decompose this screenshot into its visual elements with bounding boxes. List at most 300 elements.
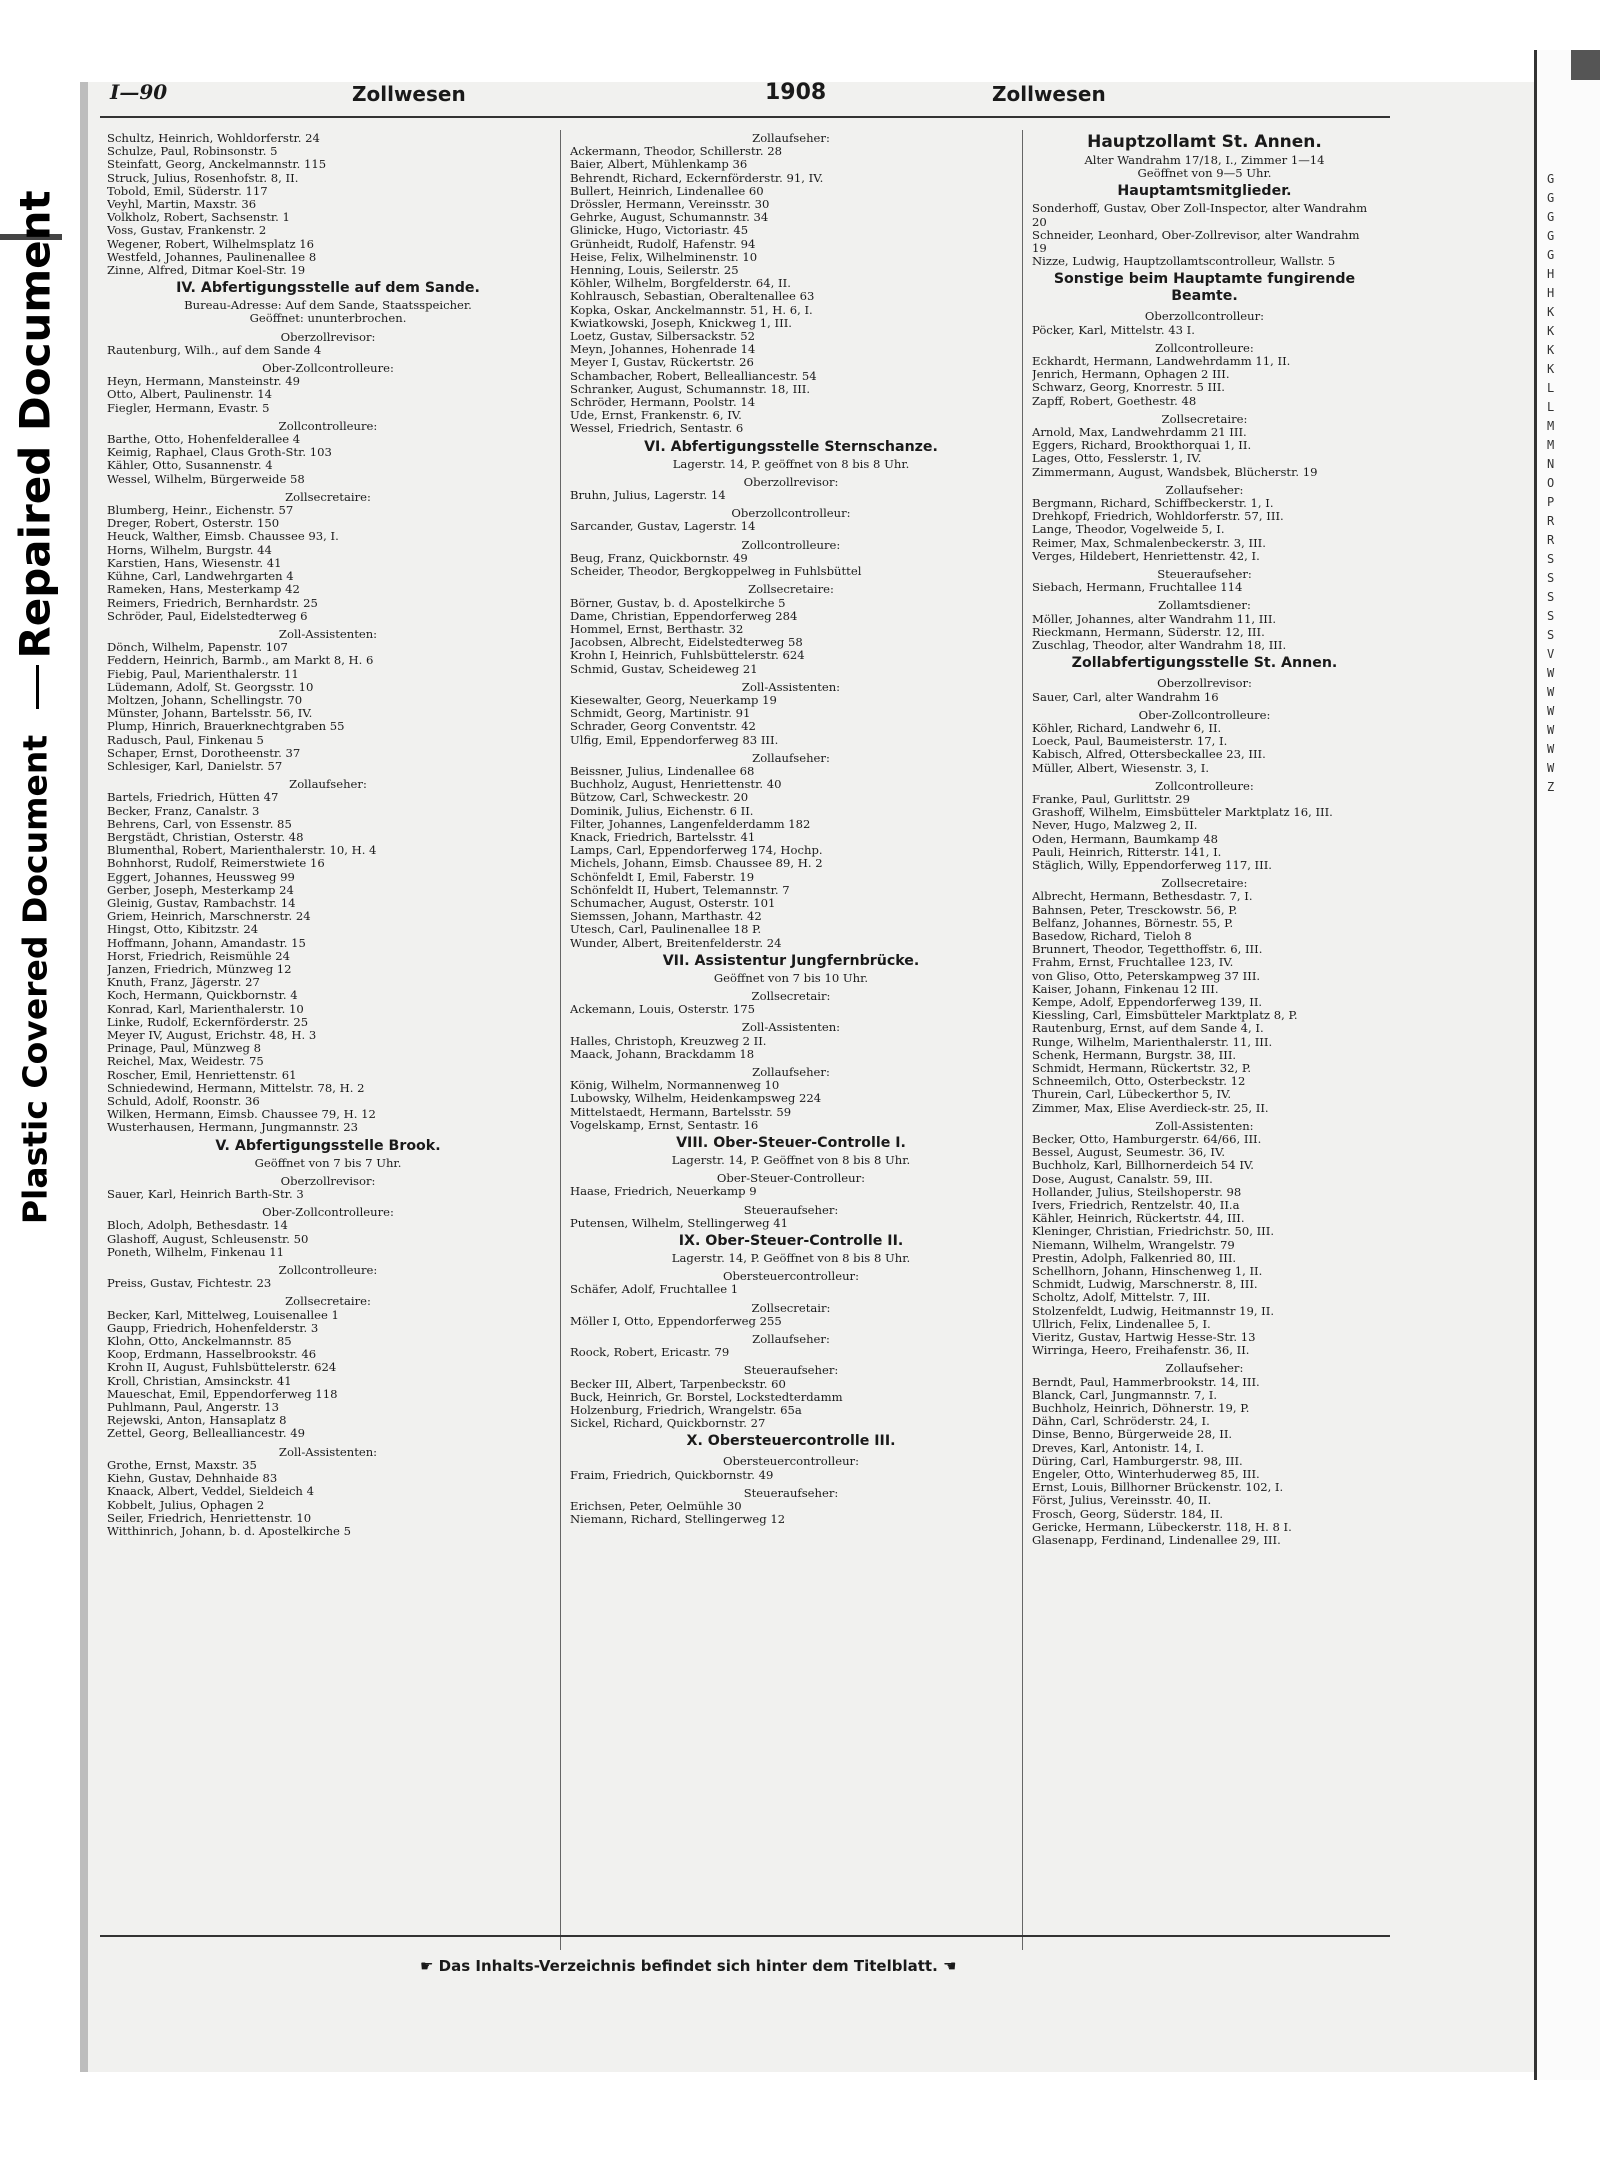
list-item: Niemann, Wilhelm, Wrangelstr. 79 (1032, 1238, 1235, 1252)
list-item: Seiler, Friedrich, Henriettenstr. 10 (107, 1511, 312, 1525)
list-item: Rautenburg, Wilh., auf dem Sande 4 (107, 343, 322, 357)
list-item: Engeler, Otto, Winterhuderweg 85, III. (1032, 1468, 1260, 1482)
list-item: Ernst, Louis, Billhorner Brückenstr. 102, I. (1032, 1481, 1284, 1495)
category-heading: Ober-Zollcontrolleure: (1138, 707, 1271, 722)
list-item: Knaack, Albert, Veddel, Sieldeich 4 (107, 1485, 314, 1499)
list-item: Arnold, Max, Landwehrdamm 21 III. (1032, 426, 1247, 440)
list-item: Bessel, August, Seumestr. 36, IV. (1032, 1146, 1226, 1160)
list-item: Bützow, Carl, Schweckestr. 20 (570, 791, 749, 805)
entry-list (570, 1346, 1012, 1359)
strip-letter: G (1547, 191, 1555, 205)
category-heading: Zoll-Assistenten: (278, 1444, 378, 1459)
category-heading: Zollsecretaire: (285, 1294, 371, 1309)
list-item: Wilken, Hermann, Eimsb. Chaussee 79, H. 12 (107, 1108, 376, 1122)
entry-list (1032, 691, 1377, 704)
list-item: Lubowsky, Wilhelm, Heidenkampsweg 224 (570, 1092, 822, 1106)
list-item: Kobbelt, Julius, Ophagen 2 (107, 1498, 265, 1512)
list-item: Loetz, Gustav, Silbersackstr. 52 (570, 330, 756, 344)
section-hours: Geöffnet: ununterbrochen. (249, 311, 407, 326)
list-item: Ivers, Friedrich, Rentzelstr. 40, II.a (1032, 1199, 1240, 1213)
category-heading: Oberzollrevisor: (280, 1173, 376, 1188)
section-hours: Lagerstr. 14, P. geöffnet von 8 bis 8 Uhr. (672, 456, 910, 471)
list-item: Kohlrausch, Sebastian, Oberaltenallee 63 (570, 290, 815, 304)
list-item: Kaiser, Johann, Finkenau 12 III. (1032, 982, 1219, 996)
list-item: Voss, Gustav, Frankenstr. 2 (107, 224, 267, 238)
list-item: Gehrke, August, Schumannstr. 34 (570, 211, 769, 225)
category-heading: Steueraufseher: (743, 1485, 839, 1500)
entry-list (1032, 324, 1377, 337)
list-item: Kleninger, Christian, Friedrichstr. 50, III. (1032, 1225, 1275, 1239)
strip-letter: W (1547, 723, 1555, 737)
category-heading: Oberzollrevisor: (280, 329, 376, 344)
list-item: Thurein, Carl, Lübeckerthor 5, IV. (1032, 1088, 1232, 1102)
strip-letter: S (1547, 571, 1555, 585)
strip-letter: W (1547, 685, 1555, 699)
list-item: Sauer, Carl, alter Wandrahm 16 (1032, 690, 1219, 704)
strip-letter: L (1547, 400, 1555, 414)
strip-letter: L (1547, 381, 1555, 395)
list-item: Scholtz, Adolf, Mittelstr. 7, III. (1032, 1291, 1211, 1305)
list-item: Bloch, Adolph, Bethesdastr. 14 (107, 1219, 288, 1233)
list-item: Grünheidt, Rudolf, Hafenstr. 94 (570, 237, 756, 251)
category-heading: Zollaufseher: (752, 750, 830, 765)
list-item: Schulze, Paul, Robinsonstr. 5 (107, 145, 278, 159)
list-item: Niemann, Richard, Stellingerweg 12 (570, 1513, 786, 1527)
list-item: Veyhl, Martin, Maxstr. 36 (107, 198, 257, 212)
list-item: Dönch, Wilhelm, Papenstr. 107 (107, 641, 288, 655)
list-item: Roscher, Emil, Henriettenstr. 61 (107, 1068, 297, 1082)
entry-list (570, 145, 1012, 435)
list-item: Zinne, Alfred, Ditmar Koel-Str. 19 (107, 264, 306, 278)
entry-list (570, 1378, 1012, 1431)
strip-letter: G (1547, 248, 1555, 262)
plastic-covered-label: Plastic Covered Document (15, 734, 55, 1225)
list-item: Roock, Robert, Ericastr. 79 (570, 1346, 730, 1360)
list-item: Frahm, Ernst, Fruchtallee 123, IV. (1032, 956, 1234, 970)
list-item: Grothe, Ernst, Maxstr. 35 (107, 1458, 257, 1472)
list-item: Never, Hugo, Malzweg 2, II. (1032, 819, 1198, 833)
section-address: Alter Wandrahm 17/18, I., Zimmer 1—14 (1084, 153, 1325, 167)
entry-list (570, 1315, 1012, 1328)
strip-letter: K (1547, 324, 1555, 338)
list-item: Steinfatt, Georg, Anckelmannstr. 115 (107, 158, 327, 172)
list-item: Hollander, Julius, Steilshoperstr. 98 (1032, 1185, 1242, 1199)
list-item: Dominik, Julius, Eichenstr. 6 II. (570, 804, 754, 818)
list-item: Franke, Paul, Gurlittstr. 29 (1032, 792, 1190, 806)
category-heading: Oberzollcontrolleur: (731, 506, 851, 521)
list-item: Schneemilch, Otto, Osterbeckstr. 12 (1032, 1075, 1246, 1089)
strip-letter: W (1547, 742, 1555, 756)
list-item: Sonderhoff, Gustav, Ober Zoll-Inspector, alter Wandrahm 20 (1032, 202, 1368, 229)
list-item: Rejewski, Anton, Hansaplatz 8 (107, 1414, 287, 1428)
list-item: Behrens, Carl, von Essenstr. 85 (107, 817, 292, 831)
strip-letter: P (1547, 495, 1555, 509)
list-item: Schmidt, Hermann, Rückertstr. 32, P. (1032, 1061, 1252, 1075)
list-item: Schniedewind, Hermann, Mittelstr. 78, H. 2 (107, 1081, 365, 1095)
entry-list (1032, 1376, 1377, 1548)
list-item: Grashoff, Wilhelm, Eimsbütteler Marktplatz 16, III. (1032, 806, 1333, 820)
category-heading: Zollsecretaire: (748, 582, 834, 597)
column-divider (1022, 130, 1023, 1950)
list-item: Griem, Heinrich, Marschnerstr. 24 (107, 910, 311, 924)
header-right-title: Zollwesen (992, 82, 1106, 106)
category-heading: Zollaufseher: (289, 777, 367, 792)
list-item: Maack, Johann, Brackdamm 18 (570, 1047, 755, 1061)
entry-list (1032, 426, 1377, 479)
list-item: Börner, Gustav, b. d. Apostelkirche 5 (570, 596, 786, 610)
header-rule (100, 116, 1390, 118)
list-item: Putensen, Wilhelm, Stellingerweg 41 (570, 1216, 788, 1230)
strip-letters (1547, 170, 1554, 797)
list-item: Buchholz, Heinrich, Döhnerstr. 19, P. (1032, 1402, 1250, 1416)
list-item: Schmidt, Ludwig, Marschnerstr. 8, III. (1032, 1278, 1258, 1292)
list-item: Schenk, Hermann, Burgstr. 38, III. (1032, 1048, 1237, 1062)
entry-list (107, 344, 549, 357)
list-item: Krohn II, August, Fuhlsbüttelerstr. 624 (107, 1361, 337, 1375)
list-item: Moltzen, Johann, Schellingstr. 70 (107, 693, 303, 707)
category-heading: Zollaufseher: (1165, 482, 1244, 497)
list-item: Beug, Franz, Quickbornstr. 49 (570, 551, 748, 565)
list-item: Ackermann, Theodor, Schillerstr. 28 (570, 145, 783, 159)
list-item: Buchholz, Karl, Billhornerdeich 54 IV. (1032, 1159, 1254, 1173)
list-item: Kabisch, Alfred, Ottersbeckallee 23, III. (1032, 748, 1266, 762)
list-item: Bullert, Heinrich, Lindenallee 60 (570, 184, 764, 198)
list-item: Belfanz, Johannes, Börnestr. 55, P. (1032, 916, 1234, 930)
list-item: Haase, Friedrich, Neuerkamp 9 (570, 1185, 757, 1199)
list-item: Poneth, Wilhelm, Finkenau 11 (107, 1245, 285, 1259)
list-item: Ullrich, Felix, Lindenallee 5, I. (1032, 1317, 1211, 1331)
list-item: Baier, Albert, Mühlenkamp 36 (570, 158, 748, 172)
category-heading: Zollsecretaire: (1161, 876, 1248, 891)
entry-list (570, 1035, 1012, 1061)
category-heading: Obersteuercontrolleur: (723, 1269, 859, 1284)
section-hours: Geöffnet von 7 bis 10 Uhr. (713, 970, 869, 985)
strip-letter: S (1547, 590, 1555, 604)
list-item: Schwarz, Georg, Knorrestr. 5 III. (1032, 381, 1225, 395)
category-heading: Zollcontrolleure: (741, 537, 841, 552)
list-item: Maueschat, Emil, Eppendorferweg 118 (107, 1387, 338, 1401)
list-item: Loeck, Paul, Baumeisterstr. 17, I. (1032, 735, 1228, 749)
category-heading: Zollsecretaire: (285, 489, 371, 504)
entry-list (1032, 202, 1377, 268)
list-item: Barthe, Otto, Hohenfelderallee 4 (107, 433, 301, 447)
list-item: Lange, Theodor, Vogelweide 5, I. (1032, 523, 1225, 537)
repaired-document-label: Repaired Document (10, 190, 60, 659)
list-item: Siebach, Hermann, Fruchtallee 114 (1032, 581, 1243, 595)
list-item: Horst, Friedrich, Reismühle 24 (107, 949, 290, 963)
section-hours: Lagerstr. 14, P. Geöffnet von 8 bis 8 Uhr. (671, 1251, 911, 1266)
column-divider (560, 130, 561, 1950)
section-hours: Geöffnet von 7 bis 7 Uhr. (254, 1155, 402, 1170)
strip-letter: K (1547, 343, 1555, 357)
list-item: Kühne, Carl, Landwehrgarten 4 (107, 570, 294, 584)
list-item: Jacobsen, Albrecht, Eidelstedterweg 58 (570, 636, 803, 650)
list-item: Prestin, Adolph, Falkenried 80, III. (1032, 1251, 1237, 1265)
list-item: Kiesewalter, Georg, Neuerkamp 19 (570, 693, 777, 707)
list-item: Hingst, Otto, Kibitzstr. 24 (107, 923, 259, 937)
list-item: Heise, Felix, Wilhelminenstr. 10 (570, 250, 758, 264)
category-heading: Oberzollrevisor: (743, 474, 839, 489)
list-item: Karstien, Hans, Wiesenstr. 41 (107, 556, 282, 570)
list-item: Wessel, Wilhelm, Bürgerweide 58 (107, 472, 305, 486)
list-item: Filter, Johannes, Langenfelderdamm 182 (570, 817, 811, 831)
list-item: Gerber, Joseph, Mesterkamp 24 (107, 883, 294, 897)
list-item: Vieritz, Gustav, Hartwig Hesse-Str. 13 (1032, 1331, 1256, 1345)
list-item: Wirringa, Heero, Freihafenstr. 36, II. (1032, 1344, 1250, 1358)
list-item: Eckhardt, Hermann, Landwehrdamm 11, II. (1032, 355, 1291, 369)
list-item: Henning, Louis, Seilerstr. 25 (570, 264, 739, 278)
category-heading: Zollaufseher: (752, 1332, 830, 1347)
category-heading: Zollsecretair: (751, 1300, 831, 1315)
list-item: Mittelstaedt, Hermann, Bartelsstr. 59 (570, 1105, 792, 1119)
category-heading: Zollaufseher: (1165, 1361, 1244, 1376)
list-item: König, Wilhelm, Normannenweg 10 (570, 1079, 780, 1093)
list-item: Kähler, Otto, Susannenstr. 4 (107, 459, 273, 473)
strip-letter: S (1547, 609, 1555, 623)
list-item: Blumberg, Heinr., Eichenstr. 57 (107, 504, 294, 518)
entry-list (107, 641, 549, 773)
footer-note: ☛ Das Inhalts-Verzeichnis befindet sich hinter dem Titelblatt. ☚ (420, 1957, 957, 1975)
list-item: Dähn, Carl, Schröderstr. 24, I. (1032, 1415, 1210, 1429)
list-item: Schrader, Georg Conventstr. 42 (570, 720, 756, 734)
category-heading: Zollcontrolleure: (278, 418, 378, 433)
list-item: Fraim, Friedrich, Quickbornstr. 49 (570, 1468, 774, 1482)
strip-letter: K (1547, 305, 1555, 319)
list-item: Becker, Franz, Canalstr. 3 (107, 804, 260, 818)
strip-letter: W (1547, 666, 1555, 680)
list-item: Schmidt, Georg, Martinistr. 91 (570, 707, 751, 721)
list-item: Dinse, Benno, Bürgerweide 28, II. (1032, 1428, 1233, 1442)
section-hours: Geöffnet von 9—5 Uhr. (1137, 166, 1272, 181)
section-title: IV. Abfertigungsstelle auf dem Sande. (176, 280, 480, 297)
entry-list (570, 520, 1012, 533)
list-item: Lamps, Carl, Eppendorferweg 174, Hochp. (570, 844, 823, 858)
category-heading: Zoll-Assistenten: (278, 626, 378, 641)
column-2 (570, 132, 1012, 1526)
list-item: Bohnhorst, Rudolf, Reimerstwiete 16 (107, 857, 325, 871)
entry-list (570, 1003, 1012, 1016)
list-item: Zapff, Robert, Goethestr. 48 (1032, 394, 1197, 408)
strip-letter: R (1547, 533, 1555, 547)
list-item: Halles, Christoph, Kreuzweg 2 II. (570, 1034, 767, 1048)
entry-list (570, 1469, 1012, 1482)
list-item: Fiebig, Paul, Marienthalerstr. 11 (107, 667, 299, 681)
list-item: Drössler, Hermann, Vereinsstr. 30 (570, 198, 770, 212)
list-item: Glinicke, Hugo, Victoriastr. 45 (570, 224, 749, 238)
strip-letter: M (1547, 438, 1555, 452)
entry-list (107, 791, 549, 1134)
list-item: Schultz, Heinrich, Wohldorferstr. 24 (107, 132, 320, 145)
list-item: Knuth, Franz, Jägerstr. 27 (107, 976, 260, 990)
list-item: Düring, Carl, Hamburgerstr. 98, III. (1032, 1454, 1243, 1468)
category-heading: Ober-Zollcontrolleure: (262, 1205, 394, 1220)
column-3 (1032, 132, 1377, 1547)
list-item: Westfeld, Johannes, Paulinenallee 8 (107, 250, 317, 264)
list-item: Stäglich, Willy, Eppendorferweg 117, III. (1032, 858, 1272, 872)
list-item: Hoffmann, Johann, Amandastr. 15 (107, 936, 306, 950)
page-number: I—90 (110, 80, 168, 104)
list-item: Nizze, Ludwig, Hauptzollamtscontrolleur, Wallstr. 5 (1032, 255, 1336, 269)
list-item: Kiehn, Gustav, Dehnhaide 83 (107, 1472, 278, 1486)
entry-list (1032, 613, 1377, 653)
list-item: Blanck, Carl, Jungmannstr. 7, I. (1032, 1388, 1218, 1402)
list-item: Rautenburg, Ernst, auf dem Sande 4, I. (1032, 1022, 1264, 1036)
list-item: Knack, Friedrich, Bartelsstr. 41 (570, 830, 756, 844)
strip-letter: H (1547, 267, 1555, 281)
list-item: Schambacher, Robert, Bellealliancestr. 54 (570, 369, 817, 383)
entry-list (570, 694, 1012, 747)
strip-letter: G (1547, 210, 1555, 224)
list-item: Verges, Hildebert, Henriettenstr. 42, I. (1032, 549, 1260, 563)
list-item: Albrecht, Hermann, Bethesdastr. 7, I. (1032, 890, 1253, 904)
section-address: Bureau-Adresse: Auf dem Sande, Staatsspeicher. (184, 298, 472, 313)
category-heading: Zollsecretaire: (1161, 411, 1248, 426)
list-item: Kopka, Oskar, Anckelmannstr. 51, H. 6, I. (570, 303, 813, 317)
list-item: Bergmann, Richard, Schiffbeckerstr. 1, I. (1032, 497, 1274, 511)
entry-list (570, 1500, 1012, 1526)
list-item: Dame, Christian, Eppendorferweg 284 (570, 609, 798, 623)
strip-letter: S (1547, 552, 1555, 566)
list-item: Müller, Albert, Wiesenstr. 3, I. (1032, 761, 1210, 775)
list-item: Buchholz, August, Henriettenstr. 40 (570, 778, 782, 792)
list-item: Möller I, Otto, Eppendorferweg 255 (570, 1314, 782, 1328)
entry-list (570, 1217, 1012, 1230)
list-item: Dreger, Robert, Osterstr. 150 (107, 517, 280, 531)
category-heading: Zollaufseher: (752, 131, 830, 145)
list-item: Bahnsen, Peter, Tresckowstr. 56, P. (1032, 903, 1238, 917)
list-item: Runge, Wilhelm, Marienthalerstr. 11, III. (1032, 1035, 1273, 1049)
list-item: Reimer, Max, Schmalenbeckerstr. 3, III. (1032, 536, 1266, 550)
list-item: Glashoff, August, Schleusenstr. 50 (107, 1232, 309, 1246)
entry-list (107, 504, 549, 623)
list-item: Schröder, Paul, Eidelstedterweg 6 (107, 609, 308, 623)
section-title: Hauptamtsmitglieder. (1117, 183, 1292, 200)
category-heading: Ober-Steuer-Controlleur: (716, 1171, 866, 1186)
list-item: Kwiatkowski, Joseph, Knickweg 1, III. (570, 316, 792, 330)
category-heading: Zollcontrolleure: (1155, 340, 1254, 355)
list-item: Lüdemann, Adolf, St. Georgsstr. 10 (107, 680, 314, 694)
list-item: Dose, August, Canalstr. 59, III. (1032, 1172, 1213, 1186)
category-heading: Steueraufseher: (743, 1363, 839, 1378)
list-item: Först, Julius, Vereinsstr. 40, II. (1032, 1494, 1212, 1508)
section-title: VIII. Ober-Steuer-Controlle I. (676, 1135, 906, 1152)
list-item: Tobold, Emil, Süderstr. 117 (107, 184, 268, 198)
list-item: Zimmermann, August, Wandsbek, Blücherstr. 19 (1032, 465, 1318, 479)
list-item: Zettel, Georg, Bellealliancestr. 49 (107, 1427, 306, 1441)
strip-letter: V (1547, 647, 1555, 661)
list-item: Janzen, Friedrich, Münzweg 12 (107, 962, 292, 976)
entry-list (107, 1219, 549, 1259)
list-item: Wegener, Robert, Wilhelmsplatz 16 (107, 237, 314, 251)
list-item: Hommel, Ernst, Berthastr. 32 (570, 622, 744, 636)
list-item: Koop, Erdmann, Hasselbrookstr. 46 (107, 1348, 317, 1362)
list-item: Schröder, Hermann, Poolstr. 14 (570, 396, 756, 410)
list-item: Otto, Albert, Paulinenstr. 14 (107, 388, 272, 402)
list-item: Schönfeldt II, Hubert, Telemannstr. 7 (570, 883, 790, 897)
list-item: Prinage, Paul, Münzweg 8 (107, 1042, 262, 1056)
list-item: Wunder, Albert, Breitenfelderstr. 24 (570, 936, 782, 950)
list-item: von Gliso, Otto, Peterskampweg 37 III. (1032, 969, 1261, 983)
list-item: Frosch, Georg, Süderstr. 184, II. (1032, 1507, 1224, 1521)
list-item: Erichsen, Peter, Oelmühle 30 (570, 1500, 742, 1514)
list-item: Linke, Rudolf, Eckernförderstr. 25 (107, 1015, 309, 1029)
category-heading: Steueraufseher: (1157, 567, 1252, 582)
strip-letter: K (1547, 362, 1555, 376)
list-item: Sarcander, Gustav, Lagerstr. 14 (570, 520, 756, 534)
category-heading: Ober-Zollcontrolleure: (262, 361, 394, 376)
list-item: Berndt, Paul, Hammerbrookstr. 14, III. (1032, 1375, 1260, 1389)
list-item: Drehkopf, Friedrich, Wohldorferstr. 57, III. (1032, 510, 1284, 524)
list-item: Jenrich, Hermann, Ophagen 2 III. (1032, 368, 1230, 382)
list-item: Becker III, Albert, Tarpenbeckstr. 60 (570, 1377, 786, 1391)
category-heading: Zoll-Assistenten: (741, 1020, 841, 1035)
list-item: Basedow, Richard, Tieloh 8 (1032, 929, 1192, 943)
category-heading: Zollcontrolleure: (278, 1263, 378, 1278)
section-title: V. Abfertigungsstelle Brook. (215, 1137, 441, 1154)
list-item: Radusch, Paul, Finkenau 5 (107, 733, 264, 747)
list-item: Sickel, Richard, Quickbornstr. 27 (570, 1417, 766, 1431)
list-item: Becker, Otto, Hamburgerstr. 64/66, III. (1032, 1133, 1262, 1146)
list-item: Holzenburg, Friedrich, Wrangelstr. 65a (570, 1404, 802, 1418)
list-item: Schuld, Adolf, Roonstr. 36 (107, 1095, 260, 1109)
entry-list (107, 1309, 549, 1441)
list-item: Kiessling, Carl, Eimsbütteler Marktplatz 8, P. (1032, 1009, 1298, 1023)
list-item: Schönfeldt I, Emil, Faberstr. 19 (570, 870, 755, 884)
list-item: Siemssen, Johann, Marthastr. 42 (570, 910, 762, 924)
header-left-title: Zollwesen (352, 82, 466, 106)
entry-list (1032, 793, 1377, 872)
list-item: Ackemann, Louis, Osterstr. 175 (570, 1003, 756, 1017)
list-item: Klohn, Otto, Anckelmannstr. 85 (107, 1335, 292, 1349)
list-item: Feddern, Heinrich, Barmb., am Markt 8, H. 6 (107, 654, 374, 668)
list-item: Schaper, Ernst, Dorotheenstr. 37 (107, 746, 301, 760)
list-item: Eggers, Richard, Brookthorquai 1, II. (1032, 439, 1252, 453)
list-item: Wusterhausen, Hermann, Jungmannstr. 23 (107, 1121, 358, 1135)
strip-letter: Z (1547, 780, 1555, 794)
list-item: Schäfer, Adolf, Fruchtallee 1 (570, 1283, 739, 1297)
list-item: Puhlmann, Paul, Angerstr. 13 (107, 1401, 280, 1415)
right-page-strip (1534, 50, 1600, 2080)
list-item: Heuck, Walther, Eimsb. Chaussee 93, I. (107, 530, 339, 544)
list-item: Wessel, Friedrich, Sentastr. 6 (570, 422, 744, 436)
list-item: Witthinrich, Johann, b. d. Apostelkirche 5 (107, 1524, 351, 1538)
entry-list (1032, 497, 1377, 563)
category-heading: Oberzollrevisor: (1157, 676, 1252, 691)
category-heading: Zollsecretair: (751, 988, 831, 1003)
list-item: Ulfig, Emil, Eppendorferweg 83 III. (570, 733, 779, 747)
list-item: Blumenthal, Robert, Marienthalerstr. 10, H. 4 (107, 844, 377, 858)
list-item: Behrendt, Richard, Eckernförderstr. 91, IV. (570, 171, 824, 185)
list-item: Konrad, Karl, Marienthalerstr. 10 (107, 1002, 304, 1016)
list-item: Volkholz, Robert, Sachsenstr. 1 (107, 211, 290, 225)
list-item: Horns, Wilhelm, Burgstr. 44 (107, 543, 272, 557)
section-title: Hauptzollamt St. Annen. (1087, 132, 1322, 152)
list-item: Koch, Hermann, Quickbornstr. 4 (107, 989, 298, 1003)
list-item: Meyer IV, August, Erichstr. 48, H. 3 (107, 1029, 317, 1042)
section-title: X. Obersteuercontrolle III. (686, 1433, 896, 1450)
list-item: Sauer, Karl, Heinrich Barth-Str. 3 (107, 1188, 304, 1202)
strip-letter: W (1547, 704, 1555, 718)
list-item: Preiss, Gustav, Fichtestr. 23 (107, 1277, 272, 1291)
entry-list (570, 552, 1012, 578)
category-heading: Zollamtsdiener: (1158, 598, 1251, 613)
list-item: Reichel, Max, Weidestr. 75 (107, 1055, 264, 1069)
list-item: Schumacher, August, Osterstr. 101 (570, 896, 776, 910)
list-item: Plump, Hinrich, Brauerknechtgraben 55 (107, 720, 345, 734)
list-item: Rameken, Hans, Mesterkamp 42 (107, 583, 300, 597)
list-item: Reimers, Friedrich, Bernhardstr. 25 (107, 596, 318, 610)
list-item: Oden, Hermann, Baumkamp 48 (1032, 832, 1219, 846)
